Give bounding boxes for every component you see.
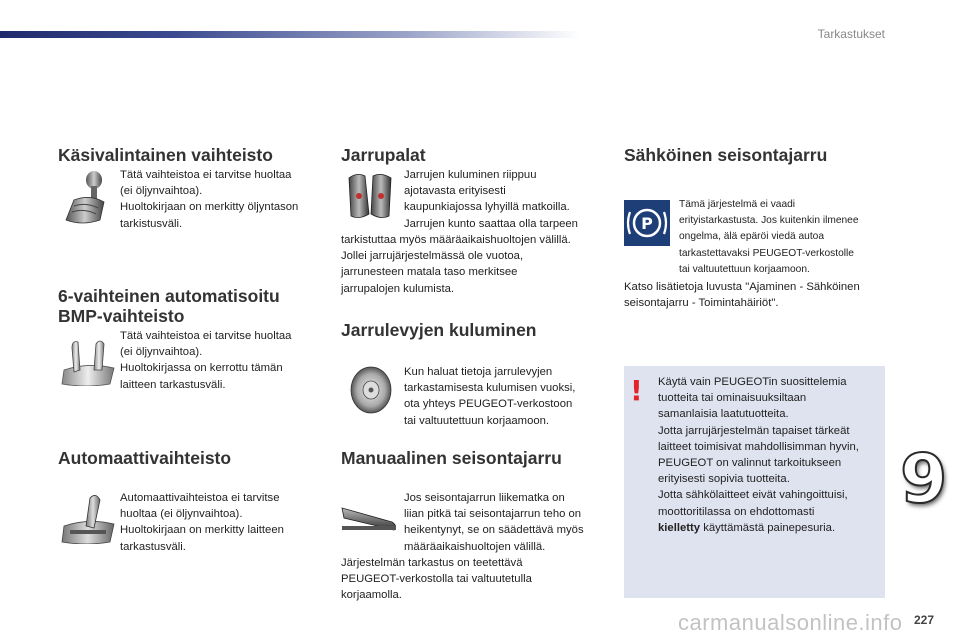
heading-automatic-gearbox: Automaattivaihteisto <box>58 448 232 468</box>
manual-gearbox-text: Tätä vaihteistoa ei tarvitse huoltaa (ei öljynvaihtoa). Huoltokirjaan on merkitty öljyntason tarkistusväli. <box>120 169 299 230</box>
brake-pads-text-right: Jarrujen kuluminen riippuu ajotavasta erityisesti kaupunkiajossa lyhyillä matkoilla. Jarrujen kunto saattaa olla tarpeen <box>404 169 578 230</box>
handbrake-lever-icon <box>340 500 400 534</box>
brake-pads-icon <box>345 170 397 222</box>
watermark: carmanualsonline.info <box>678 610 903 635</box>
electric-parking-brake-text-right: Tämä järjestelmä ei vaadi erityistarkastusta. Jos kuitenkin ilmenee ongelma, älä epäröi viedä autoa tarkastettavaksi PEUGEOT-verkostolle tai valtuutettuun korjaamoon. <box>679 199 859 275</box>
brake-disc-icon <box>345 364 397 416</box>
heading-brake-pads: Jarrupalat <box>341 145 426 165</box>
automatic-gear-selector-icon <box>60 492 116 544</box>
manual-parking-brake-text-right: Jos seisontajarrun liikematka on liian pitkä tai seisontajarrun teho on heikentynyt, se on säädettävä myös määräaikaishuoltojen välillä. <box>404 492 584 553</box>
heading-brake-disc-wear: Jarrulevyjen kuluminen <box>341 320 537 340</box>
chapter-number: 9 <box>900 440 948 519</box>
brake-pads-text-full: tarkistuttaa myös määräaikaishuoltojen välillä. Jollei jarrujärjestelmässä ole vuotoa, jarrunesteen matala taso merkitsee jarrupalojen kulumista. <box>341 234 571 295</box>
manual-parking-brake-text-full: Järjestelmän tarkastus on teetettävä PEUGEOT-verkostolla tai valtuutetulla korjaamolla. <box>341 557 532 602</box>
automatic-gearbox-text: Automaattivaihteistoa ei tarvitse huoltaa (ei öljynvaihtoa). Huoltokirjaan on merkitty laitteen tarkastusväli. <box>120 492 284 553</box>
automated-gear-selector-icon <box>60 334 116 386</box>
heading-bmp-gearbox: 6-vaihteinen automatisoitu BMP-vaihteisto <box>58 286 280 326</box>
section-title: Tarkastukset <box>817 27 885 41</box>
page-number: 227 <box>914 613 935 627</box>
header-gradient-bar <box>0 31 580 38</box>
warning-exclamation-icon: ! <box>630 374 643 407</box>
parking-brake-letter: P <box>641 214 653 233</box>
brake-disc-text: Kun haluat tietoja jarrulevyjen tarkastamisesta kulumisen vuoksi, ota yhteys PEUGEOT-verkostoon tai valtuutettuun korjaamoon. <box>404 366 576 427</box>
heading-manual-parking-brake: Manuaalinen seisontajarru <box>341 448 562 468</box>
parking-brake-warning-icon <box>624 200 670 246</box>
bmp-gearbox-text: Tätä vaihteistoa ei tarvitse huoltaa (ei öljynvaihtoa). Huoltokirjassa on kerrottu tämän laitteen tarkastusväli. <box>120 330 292 391</box>
heading-electric-parking-brake: Sähköinen seisontajarru <box>624 145 828 165</box>
gear-lever-icon <box>60 170 112 226</box>
electric-parking-brake-text-full: Katso lisätietoja luvusta "Ajaminen - Sähköinen seisontajarru - Toimintahäiriöt". <box>624 281 860 310</box>
warning-text: Käytä vain PEUGEOTin suosittelemia tuotteita tai ominaisuuksiltaan samanlaisia laatutuotteita. Jotta jarrujärjestelmän tapaiset tärkeät laitteet toimisivat mahdollisimman hyvin, PEUGEOT on valinnut tarkoitukseen erityisesti sopivia tuotteita. Jotta sähkölaitteet eivät vahingoittuisi, moottoritilassa on ehdottomasti kielletty käyttämästä painepesuria. <box>658 376 859 534</box>
heading-manual-gearbox: Käsivalintainen vaihteisto <box>58 145 273 165</box>
